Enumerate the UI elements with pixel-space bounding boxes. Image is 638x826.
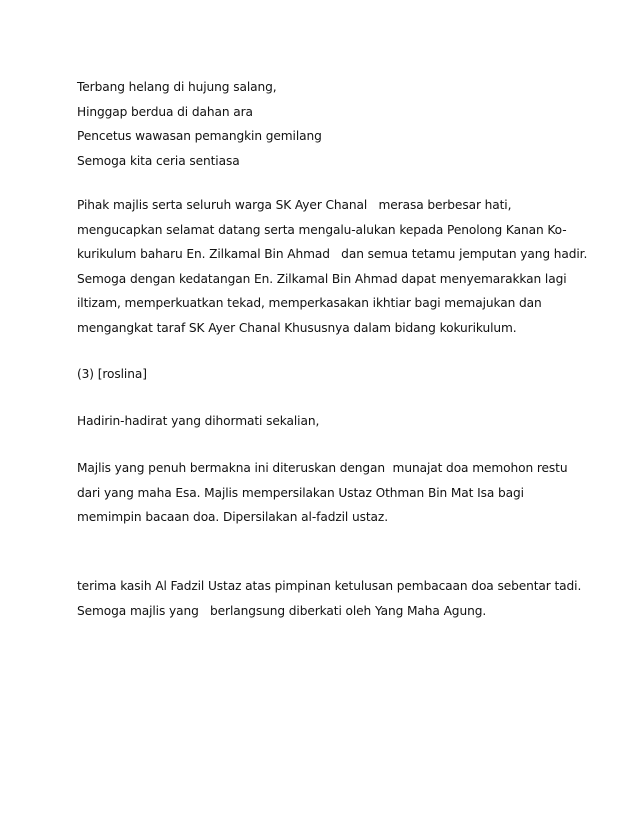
verse-line: Semoga kita ceria sentiasa	[77, 153, 240, 168]
verse-line: Hinggap berdua di dahan ara	[77, 104, 253, 119]
prayer-paragraph	[77, 456, 568, 530]
paragraph-line: Semoga majlis yang berlangsung diberkati oleh Yang Maha Agung.	[77, 603, 487, 618]
paragraph-line: Pihak majlis serta seluruh warga SK Ayer Chanal merasa berbesar hati,	[77, 198, 512, 212]
paragraph-line: kurikulum baharu En. Zilkamal Bin Ahmad dan semua tetamu jemputan yang hadir.	[77, 247, 588, 261]
speaker-label-text: (3) [roslina]	[77, 367, 147, 381]
thanks-paragraph	[77, 574, 582, 623]
speaker-label	[77, 362, 577, 387]
paragraph-line: terima kasih Al Fadzil Ustaz atas pimpinan ketulusan pembacaan doa sebentar tadi.	[77, 579, 582, 593]
paragraph-line: Majlis yang penuh bermakna ini diteruskan dengan munajat doa memohon restu	[77, 461, 568, 475]
welcome-paragraph	[77, 193, 588, 340]
paragraph-line: dari yang maha Esa. Majlis mempersilakan Ustaz Othman Bin Mat Isa bagi	[77, 485, 524, 500]
paragraph-line: memimpin bacaan doa. Dipersilakan al-fadzil ustaz.	[77, 510, 388, 524]
greeting-text: Hadirin-hadirat yang dihormati sekalian,	[77, 414, 320, 428]
greeting	[77, 409, 577, 434]
pantun-verse	[77, 75, 577, 173]
paragraph-line: mengucapkan selamat datang serta mengalu-alukan kepada Penolong Kanan Ko-	[77, 222, 567, 237]
verse-line: Terbang helang di hujung salang,	[77, 80, 277, 94]
paragraph-line: iltizam, memperkuatkan tekad, memperkasakan ikhtiar bagi memajukan dan	[77, 296, 542, 310]
paragraph-line: Semoga dengan kedatangan En. Zilkamal Bin Ahmad dapat menyemarakkan lagi	[77, 271, 567, 286]
paragraph-line: mengangkat taraf SK Ayer Chanal Khususnya dalam bidang kokurikulum.	[77, 320, 517, 335]
verse-line: Pencetus wawasan pemangkin gemilang	[77, 129, 322, 143]
